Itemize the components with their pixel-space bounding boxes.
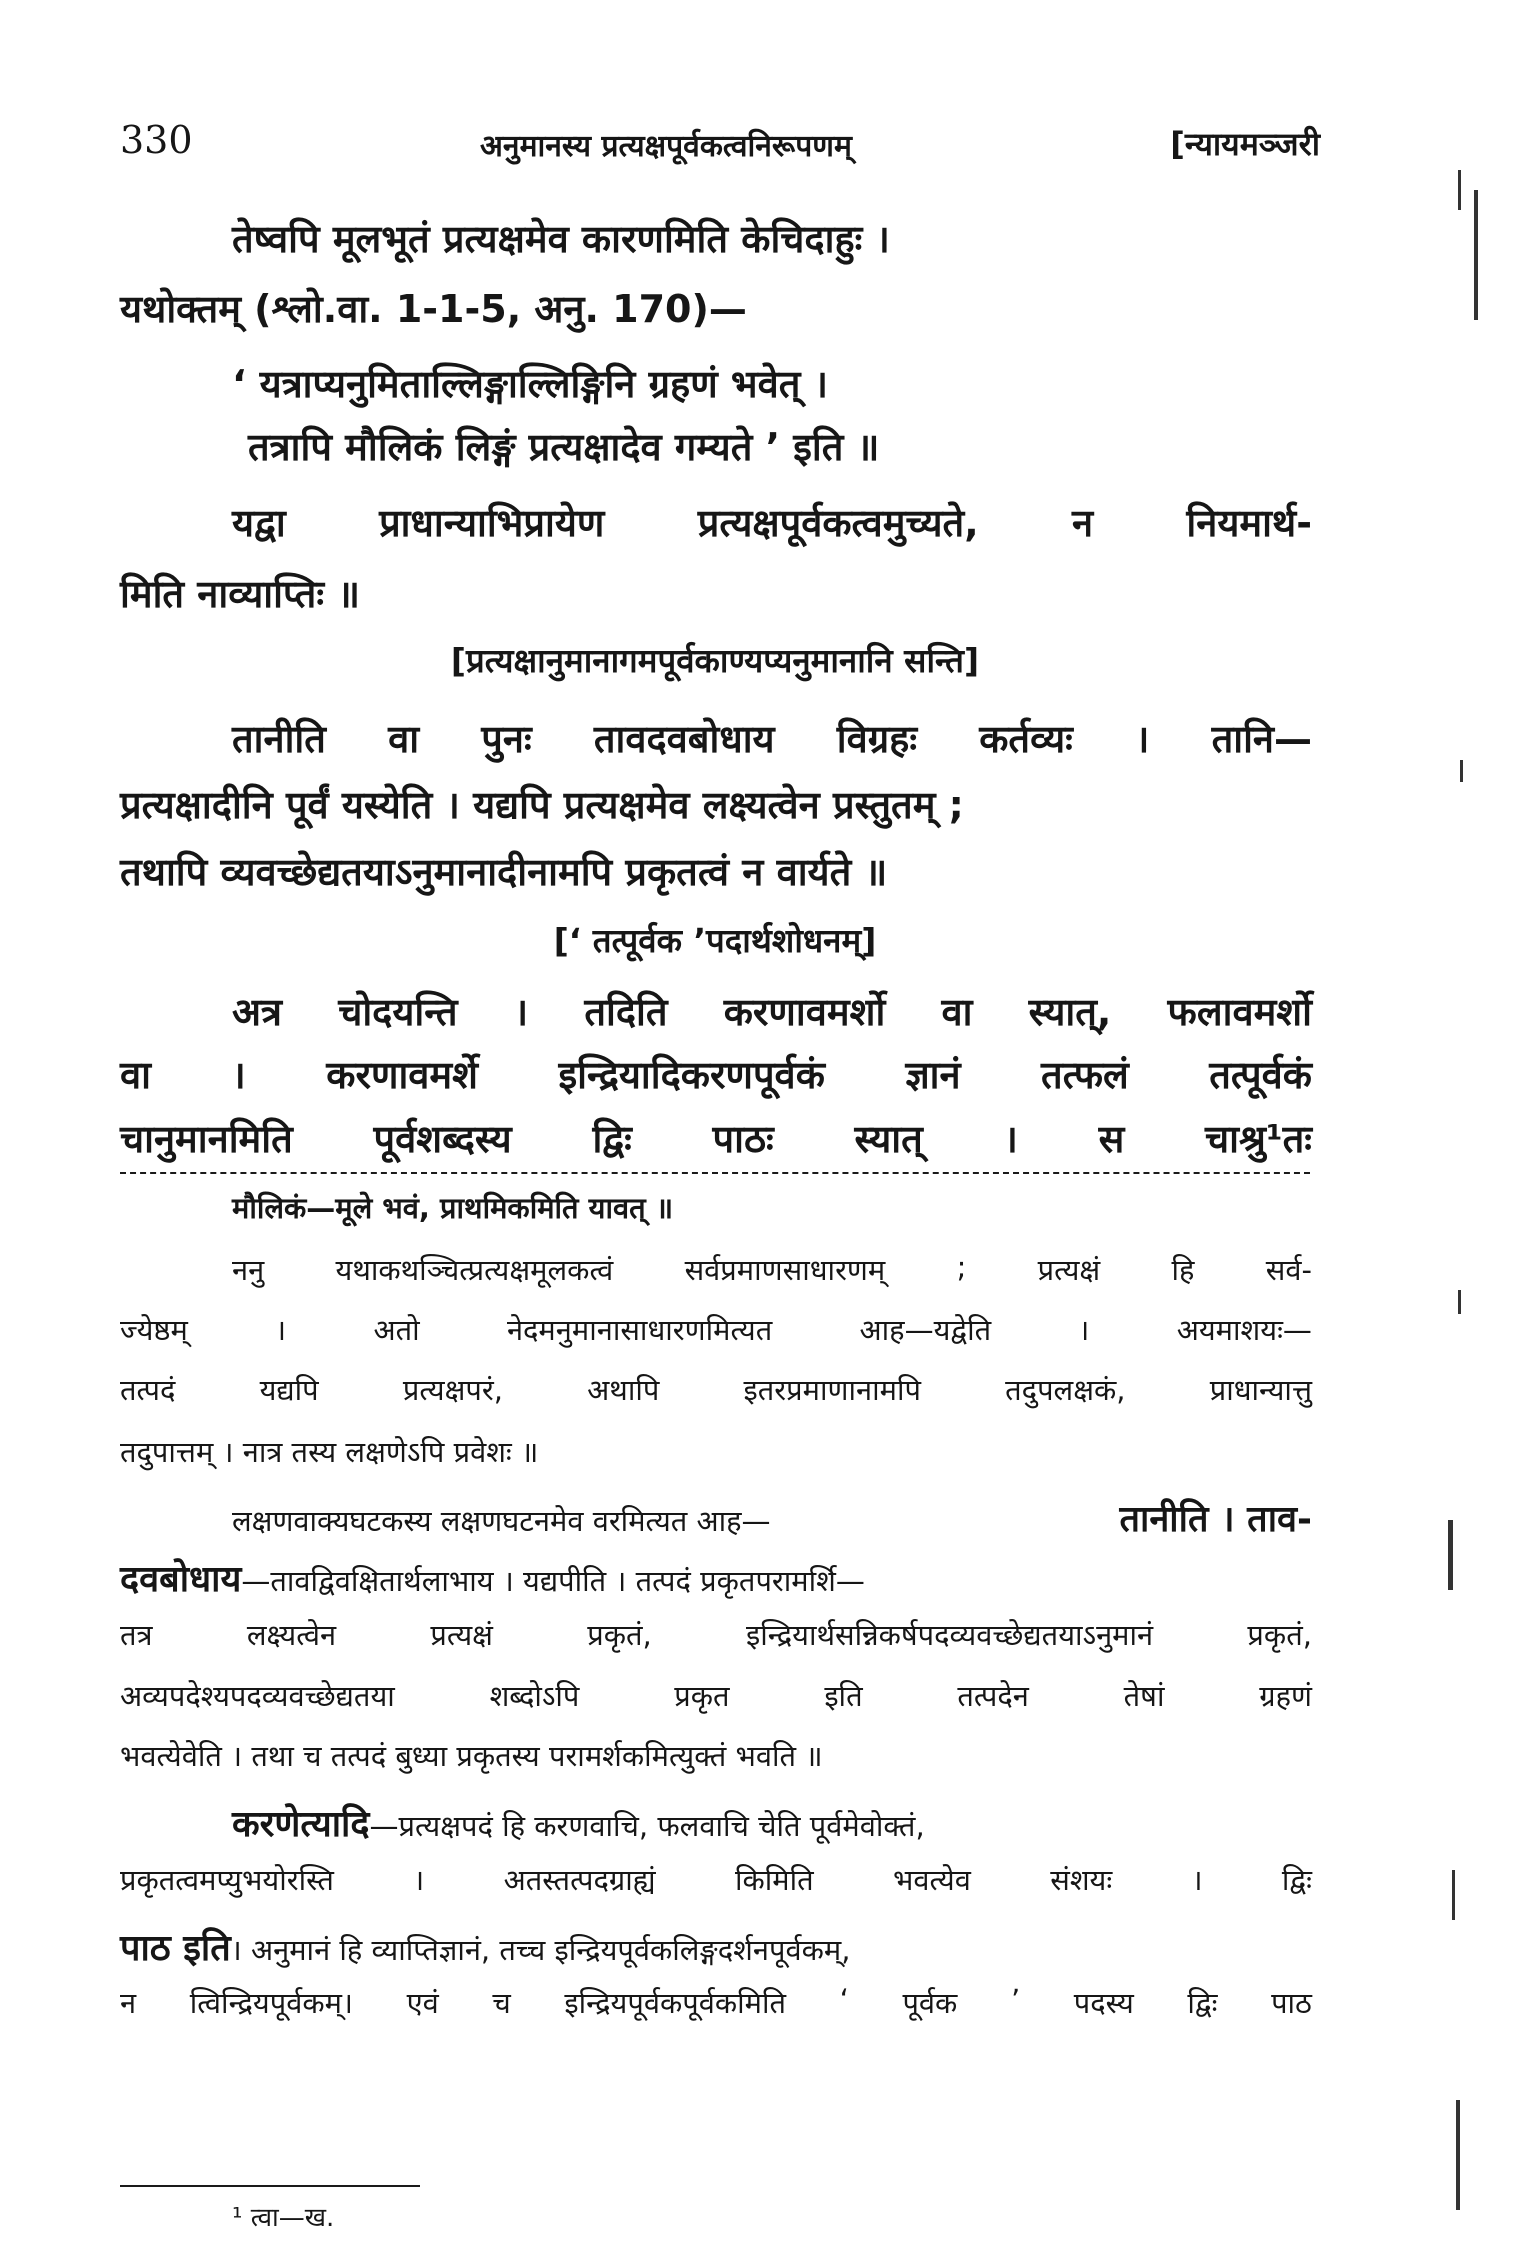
main-line-13: वा । करणावमर्शे इन्द्रियादिकरणपूर्वकं ज्ञानं तत्फलं तत्पूर्वकं — [120, 1053, 1312, 1097]
commentary-line-2: ननु यथाकथञ्चित्प्रत्यक्षमूलकत्वं सर्वप्रमाणसाधारणम् ; प्रत्यक्षं हि सर्व- — [232, 1250, 1312, 1287]
commentary-line-8: तत्र लक्ष्यत्वेन प्रत्यक्षं प्रकृतं, इन्द्रियार्थसन्निकर्षपदव्यवच्छेद्यतयाऽनुमानं प्रकृतं, — [120, 1618, 1312, 1652]
section-heading-2: [‘ तत्पूर्वक ’पदार्थशोधनम्] — [553, 921, 877, 960]
margin-mark-1 — [1458, 170, 1461, 210]
verse-line-1: ‘ यत्राप्यनुमिताल्लिङ्गाल्लिङ्गिनि ग्रहणं भवेत् । — [232, 362, 829, 406]
page-number: 330 — [120, 118, 193, 162]
commentary-line-11a: करणेत्यादि — [232, 1804, 370, 1845]
margin-mark-3 — [1460, 760, 1463, 782]
commentary-line-9: अव्यपदेश्यपदव्यवच्छेद्यतया शब्दोऽपि प्रकृत इति तत्पदेन तेषां ग्रहणं — [120, 1679, 1312, 1713]
main-line-5: यद्वा प्राधान्याभिप्रायेण प्रत्यक्षपूर्वकत्वमुच्यते, न नियमार्थ- — [232, 501, 1312, 545]
commentary-line-6 — [232, 1493, 1312, 1542]
commentary-line-13a: पाठ इति — [120, 1928, 231, 1969]
main-line-8: तानीति वा पुनः तावदवबोधाय विग्रहः कर्तव्यः । तानि— — [232, 717, 1312, 761]
main-line-14: चानुमानमिति पूर्वशब्दस्य द्विः पाठः स्यात् । स चाश्रु¹तः — [120, 1117, 1312, 1161]
main-line-6: मिति नाव्याप्तिः ॥ — [120, 572, 360, 616]
margin-mark-6 — [1452, 1870, 1455, 1920]
running-title: अनुमानस्य प्रत्यक्षपूर्वकत्वनिरूपणम् — [480, 129, 852, 164]
commentary-line-7a: दवबोधाय — [120, 1559, 242, 1600]
main-line-1: तेष्वपि मूलभूतं प्रत्यक्षमेव कारणमिति केचिदाहुः । — [232, 217, 890, 261]
main-line-12: अत्र चोदयन्ति । तदिति करणावमर्शो वा स्यात्, फलावमर्शो — [232, 990, 1312, 1034]
verse-line-2: तत्रापि मौलिकं लिङ्गं प्रत्यक्षादेव गम्यते ’ इति ॥ — [248, 425, 880, 469]
running-head — [120, 118, 1320, 168]
commentary-line-14: न त्विन्द्रियपूर्वकम्। एवं च इन्द्रियपूर्वकपूर्वकमिति ‘ पूर्वक ’ पदस्य द्विः पाठ — [120, 1983, 1312, 2020]
commentary-line-5: तदुपात्तम् । नात्र तस्य लक्षणेऽपि प्रवेशः ॥ — [120, 1435, 539, 1469]
margin-mark-4 — [1458, 1290, 1461, 1314]
section-heading-1: [प्रत्यक्षानुमानागमपूर्वकाण्यप्यनुमानानि सन्ति] — [450, 641, 980, 680]
commentary-line-11b: —प्रत्यक्षपदं हि करणवाचि, फलवाचि चेति पूर्वमेवोक्तं, — [369, 1809, 925, 1843]
main-line-9: प्रत्यक्षादीनि पूर्वं यस्येति । यद्यपि प्रत्यक्षमेव लक्ष्यत्वेन प्रस्तुतम् ; — [120, 783, 964, 827]
commentary-line-10: भवत्येवेति । तथा च तत्पदं बुध्या प्रकृतस्य परामर्शकमित्युक्तं भवति ॥ — [120, 1739, 823, 1773]
commentary-line-7 — [120, 1553, 1312, 1602]
margin-mark-2 — [1474, 190, 1478, 320]
main-line-2: यथोक्तम् (श्लो.वा. 1-1-5, अनु. 170)— — [120, 287, 747, 331]
commentary-line-13 — [120, 1922, 1312, 1971]
commentary-line-4: तत्पदं यद्यपि प्रत्यक्षपरं, अथापि इतरप्रमाणानामपि तदुपलक्षकं, प्राधान्यात्तु — [120, 1373, 1312, 1407]
work-title: [न्यायमञ्जरी — [1170, 125, 1320, 163]
commentary-line-6b: तानीति । ताव- — [1119, 1499, 1312, 1540]
commentary-line-6a: लक्षणवाक्यघटकस्य लक्षणघटनमेव वरमित्यत आह— — [232, 1504, 771, 1538]
commentary-line-1: मौलिकं—मूले भवं, प्राथमिकमिति यावत् ॥ — [232, 1191, 674, 1225]
footnote-rule — [120, 2185, 420, 2187]
commentary-line-3: ज्येष्ठम् । अतो नेदमनुमानासाधारणमित्यत आह—यद्वेति । अयमाशयः— — [120, 1313, 1312, 1347]
commentary-line-11 — [232, 1798, 1312, 1847]
margin-mark-7 — [1456, 2100, 1460, 2210]
margin-mark-5 — [1448, 1520, 1453, 1590]
footnote: ¹ त्वा—ख. — [232, 2203, 335, 2233]
main-line-10: तथापि व्यवच्छेद्यतयाऽनुमानादीनामपि प्रकृतत्वं न वार्यते ॥ — [120, 850, 888, 894]
commentary-line-12: प्रकृतत्वमप्युभयोरस्ति । अतस्तत्पदग्राह्यं किमिति भवत्येव संशयः । द्विः — [120, 1863, 1312, 1897]
commentary-line-13b: । अनुमानं हि व्याप्तिज्ञानं, तच्च इन्द्रियपूर्वकलिङ्गदर्शनपूर्वकम्, — [230, 1933, 851, 1967]
separator-rule — [120, 1172, 1310, 1174]
commentary-line-7b: —तावद्विवक्षितार्थलाभाय । यद्यपीति । तत्पदं प्रकृतपरामर्शि— — [241, 1564, 865, 1598]
